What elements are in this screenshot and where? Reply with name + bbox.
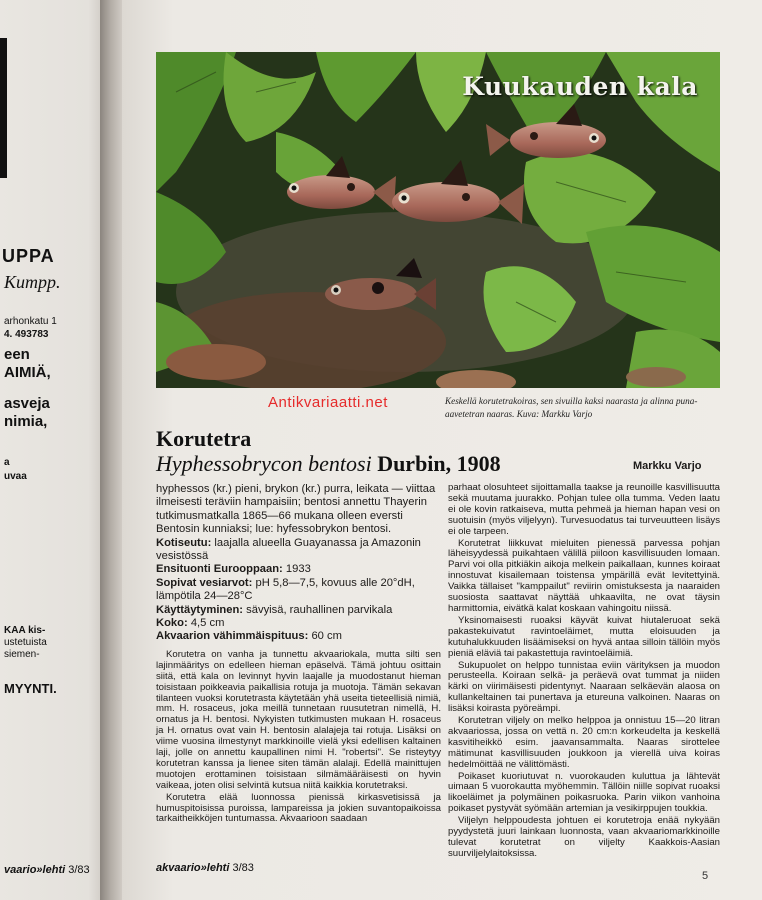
left-page-sale: MYYNTI. (4, 681, 57, 696)
body-paragraph: Yksinomaisesti ruoaksi käyvät kuivat hiutaleruoat sekä pakastekuivatut ravintoeläimet, mutta eloisuuden ja kutuhalukkuuden lisäämiseksi on hyvä antaa silloin tällöin myös pieniä eläviä tai pakastettuja ravintoeläimiä. (448, 614, 720, 659)
magazine-footer-logo: akvaario»lehti 3/83 (156, 862, 254, 874)
etymology: hyphessos (kr.) pieni, brykon (kr.) purra, leikata — viittaa ilmeisesti teräviin hampaisiin; bentosi annettu Thayerin tutkimusmatkalla 1865—66 mukana olleen eversti Bentosin kunniaksi; lue: hyfessobrykon bentosi. (156, 483, 436, 536)
fact-row: Ensituonti Eurooppaan: 1933 (156, 563, 311, 576)
body-paragraph: Viljelyn helppoudesta johtuen ei korutetroja enää nykyään pyydystetä juuri lainkaan luonnosta, vaan akvaariomarkkinoille tulevat korutetrat on viljelty Kaakkois-Aasian suurviljelylaitoksissa. (448, 815, 720, 859)
left-page-line: AIMIÄ, (4, 364, 51, 381)
body-paragraph: Poikaset kuoriutuvat n. vuorokauden kuluttua ja lähtevät uimaan 5 vuorokautta myöhemmin. Tällöin niille sopivat ruoaksi likoeläimet ja polymäinen poikasruoka. Parin viikon vanhoina poikaset pystyvät syömään artemian ja vesikirppujen toukkia. (448, 770, 720, 815)
fact-row: Akvaarion vähimmäispituus: 60 cm (156, 630, 342, 643)
left-page-line: nimia, (4, 413, 48, 430)
left-page-heading: UPPA (2, 246, 55, 266)
byline: Markku Varjo (633, 460, 702, 472)
left-page-line: a (4, 457, 10, 468)
body-paragraph: Korutetra on vanha ja tunnettu akvaariokala, mutta silti sen lajinmääritys on edelleen hieman epäselvä. Tämä johtuu osittain siitä, että kala on levinnyt hyvin laajalle ja muodostanut hieman toisistaan poikkeavia paikallisia rotuja ja muotoja. Tämän sekavan tilanteen vuoksi korutetrasta käytetään yhä useita tieteellisiä nimiä, mm. H. rosaceus, joka meillä tunnetaan ruusutetran nimellä, H. ornatus ja H. bentosi. Nykyisten tutkimusten mukaan H. rosaceus ja H. ornatus ovat vain H. bentosin alalajeja tai rotuja. Lisäksi on viime vuosina ilmestynyt markkinoille vielä yksi edellisen kaltainen laji, jolle on annettu kaupallinen nimi H. "robertsi". Se risteytyy korutetran kanssa ja lienee siten tämän alalaji. Edellä mainittujen muotojen erottaminen toisistaan silmämääräisesti on hyvin vaikeaa, joten olisi selvintä kutsua niitä kaikkia korutetraksi. (156, 648, 441, 791)
left-page-script: Kumpp. (4, 272, 61, 292)
fish-photo (156, 52, 720, 388)
aquarium-illustration (156, 52, 720, 388)
body-paragraph: Sukupuolet on helppo tunnistaa eviin värityksen ja muodon perusteella. Koiraan selkä- ja peräevä ovat tummat ja niiden kärki on viirimäisesti pidentynyt. Naaraan selkäevän alaosa on kullankeltainen tai punertava ja etureuna valkoinen. Naaras on lisäksi koirasta pyöreämpi. (448, 659, 720, 715)
body-paragraph: Korutetra elää luonnossa pienissä kirkasvetisissä ja humuspitoisissa puroissa, lampareissa ja jokien suvantopaikoissa tarkaitheikköjen tuntumassa. Akvaarioon saadaan (156, 791, 441, 825)
left-page-line: een (4, 346, 30, 363)
article-title: Korutetra (156, 426, 252, 451)
right-column (448, 483, 720, 861)
left-page-phone: 4. 493783 (4, 329, 49, 340)
left-page-ad-line: siemen- (4, 649, 40, 660)
left-column (156, 483, 441, 826)
photo-caption: Keskellä korutetrakoiras, sen sivuilla kaksi naarasta ja alinna puna-aavetetran naaras. Kuva: Markku Varjo (445, 396, 698, 419)
watermark: Antikvariaatti.net (268, 394, 388, 411)
left-page-address: arhonkatu 1 (4, 316, 57, 327)
issue-number: 3/83 (232, 862, 254, 874)
body-paragraph: Korutetran viljely on melko helppoa ja onnistuu 15—20 litran akvaariossa, jossa on vettä n. 20 cm:n korkeudelta ja keskellä kasvitiheikkö esim. jaavansammalta. Naaras sirottelee mätimunat kasvillisuuden joukkoon ja vierellä uiva koiras hedelmöittää ne välittömästi. (448, 715, 720, 770)
fact-row: Koko: 4,5 cm (156, 617, 225, 630)
scientific-name: Hyphessobrycon bentosi (156, 451, 372, 476)
body-paragraph: Korutetrat liikkuvat mieluiten pienessä parvessa pohjan läheisyydessä puikahtaen välillä piiloon kasvillisuuden lomaan. Parvi voi olla pitkiäkin aikoja melkein paikallaan, kunnes koiraat innostuvat kisailemaan toistensa ympärillä evät levitettyinä. Vaikka tällaiset "kamppailut" reviirin omistuksesta ja naaraiden suosiosta saattavat näyttää uhkaavilta, ne ovat täysin harmittomia, eivätkä kalat koskaan vahingoitu niissä. (448, 537, 720, 614)
left-page-line: uvaa (4, 471, 27, 482)
article-scientific-name (156, 451, 501, 477)
left-page-ad-line: ustetuista (4, 637, 47, 648)
left-body (156, 650, 441, 826)
fact-row: Sopivat vesiarvot: pH 5,8—7,5, kovuus alle 20°dH, lämpötila 24—28°C (156, 576, 415, 603)
author-year: Durbin, 1908 (377, 451, 501, 476)
left-page-ad-line: KAA kis- (4, 625, 46, 636)
left-page-bar (0, 38, 7, 178)
fact-row: Käyttäytyminen: sävyisä, rauhallinen parvikala (156, 603, 393, 616)
left-page (0, 0, 104, 900)
body-paragraph: parhaat olosuhteet sijoittamalla taakse ja reunoille kasvillisuutta sekä muutama juurakko. Pohjan tulee olla tumma. Veden laatu ei ole kovin ratkaiseva, mutta pehmeä ja hieman hapan vesi on suotuisin (myös viljelyyn). Turvesuodatus tai turveuutteen lisäys ei ole tarpeen. (448, 482, 720, 537)
fact-row: Kotiseutu: laajalla alueella Guayanassa ja Amazonin vesistössä (156, 536, 421, 563)
left-page-footer-logo: vaario»lehti 3/83 (4, 864, 90, 876)
page-number: 5 (702, 870, 709, 882)
left-page-line: asveja (4, 395, 50, 412)
photo-title: Kuukauden kala (462, 72, 698, 101)
